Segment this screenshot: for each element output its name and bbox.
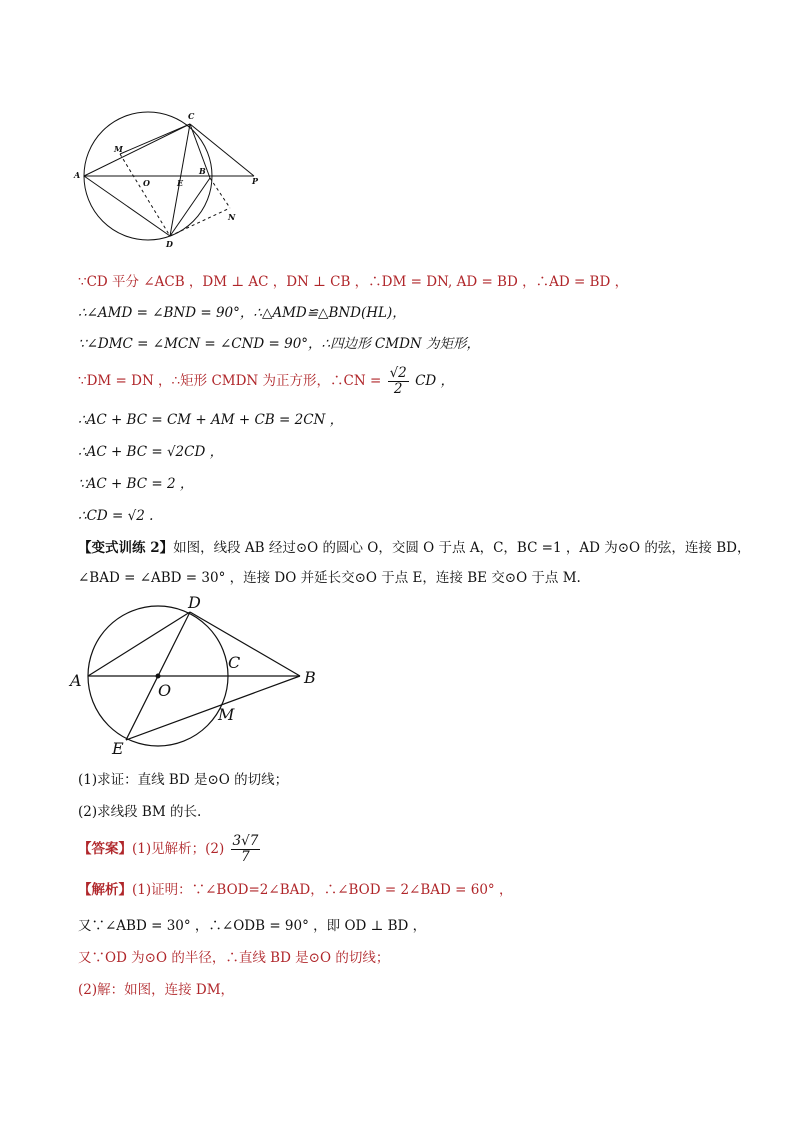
proof1-fraction-num: √2: [389, 365, 407, 381]
analysis-line1: [78, 880, 512, 900]
label-B2: B: [304, 668, 316, 687]
label-A: A: [74, 170, 81, 180]
analysis-text1: (1)证明：∵∠BOD=2∠BAD，∴∠BOD = 2∠BAD = 60° ，: [132, 882, 513, 898]
label-M2: M: [218, 705, 235, 724]
label-P: P: [252, 176, 259, 186]
proof1-line4-b: CD ，: [415, 373, 455, 389]
answer-label: 【答案】: [78, 841, 132, 857]
proof1-line3: [78, 334, 480, 354]
figure-2: [66, 590, 326, 758]
answer-fraction-den: 7: [241, 849, 250, 865]
proof1-fraction: [388, 366, 409, 397]
proof1-line8: ∴CD = √2 .: [78, 508, 154, 524]
analysis-line4: (2)解：如图，连接 DM，: [78, 982, 235, 998]
problem2-line1: [78, 538, 750, 558]
analysis-line2: 又∵∠ABD = 30° ，∴∠ODB = 90° ，即 OD ⊥ BD ，: [78, 918, 427, 934]
label-C: C: [188, 111, 195, 121]
label-N: N: [228, 212, 236, 222]
answer-line: [78, 834, 262, 865]
analysis-line3: 又∵OD 为⊙O 的半径，∴直线 BD 是⊙O 的切线；: [78, 950, 390, 966]
proof1-line3-text: ∵∠DMC = ∠MCN = ∠CND = 90°，∴四边形 CMDN 为矩形，: [78, 336, 481, 352]
proof1-line4-a: ∵DM = DN ，∴矩形 CMDN 为正方形，∴CN =: [78, 373, 382, 389]
label-O2: O: [158, 681, 172, 700]
label-D: D: [166, 239, 173, 249]
proof1-line2: ∴∠AMD = ∠BND = 90°，∴△AMD≌△BND(HL)，: [78, 305, 406, 321]
label-E2: E: [112, 739, 124, 758]
proof1-fraction-den: 2: [393, 381, 403, 397]
question-2: (2)求线段 BM 的长.: [78, 804, 202, 820]
answer-fraction-num: 3√7: [232, 833, 259, 849]
problem2-title: 【变式训练 2】: [78, 540, 174, 556]
label-A2: A: [70, 671, 82, 690]
proof1-line5: ∴AC + BC = CM + AM + CB = 2CN ，: [78, 412, 344, 428]
proof1-line6: ∴AC + BC = √2CD ，: [78, 444, 224, 460]
label-E: E: [177, 178, 184, 188]
question-1: (1)求证：直线 BD 是⊙O 的切线；: [78, 772, 289, 788]
proof1-line1: ∵CD 平分 ∠ACB ，DM ⊥ AC ，DN ⊥ CB ，∴DM = DN, AD = BD ，∴AD = BD ，: [78, 274, 629, 290]
label-C2: C: [228, 653, 241, 672]
answer-fraction: [231, 834, 261, 865]
label-M: M: [114, 144, 123, 154]
answer-text: (1)见解析；(2): [132, 841, 225, 857]
label-O: O: [143, 178, 150, 188]
proof1-line4: [78, 366, 454, 397]
label-D2: D: [188, 593, 201, 612]
center-dot: [156, 674, 161, 679]
problem2-text1: 如图，线段 AB 经过⊙O 的圆心 O，交圆 O 于点 A，C，BC =1 ，AD 为⊙O 的弦，连接 BD，: [173, 540, 751, 556]
analysis-label: 【解析】: [78, 882, 132, 898]
figure-1: [70, 108, 270, 258]
proof1-line7: ∵AC + BC = 2 ，: [78, 476, 194, 492]
label-B: B: [199, 166, 206, 176]
problem2-line2: ∠BAD = ∠ABD = 30° ，连接 DO 并延长交⊙O 于点 E，连接 BE 交⊙O 于点 M.: [78, 570, 581, 586]
